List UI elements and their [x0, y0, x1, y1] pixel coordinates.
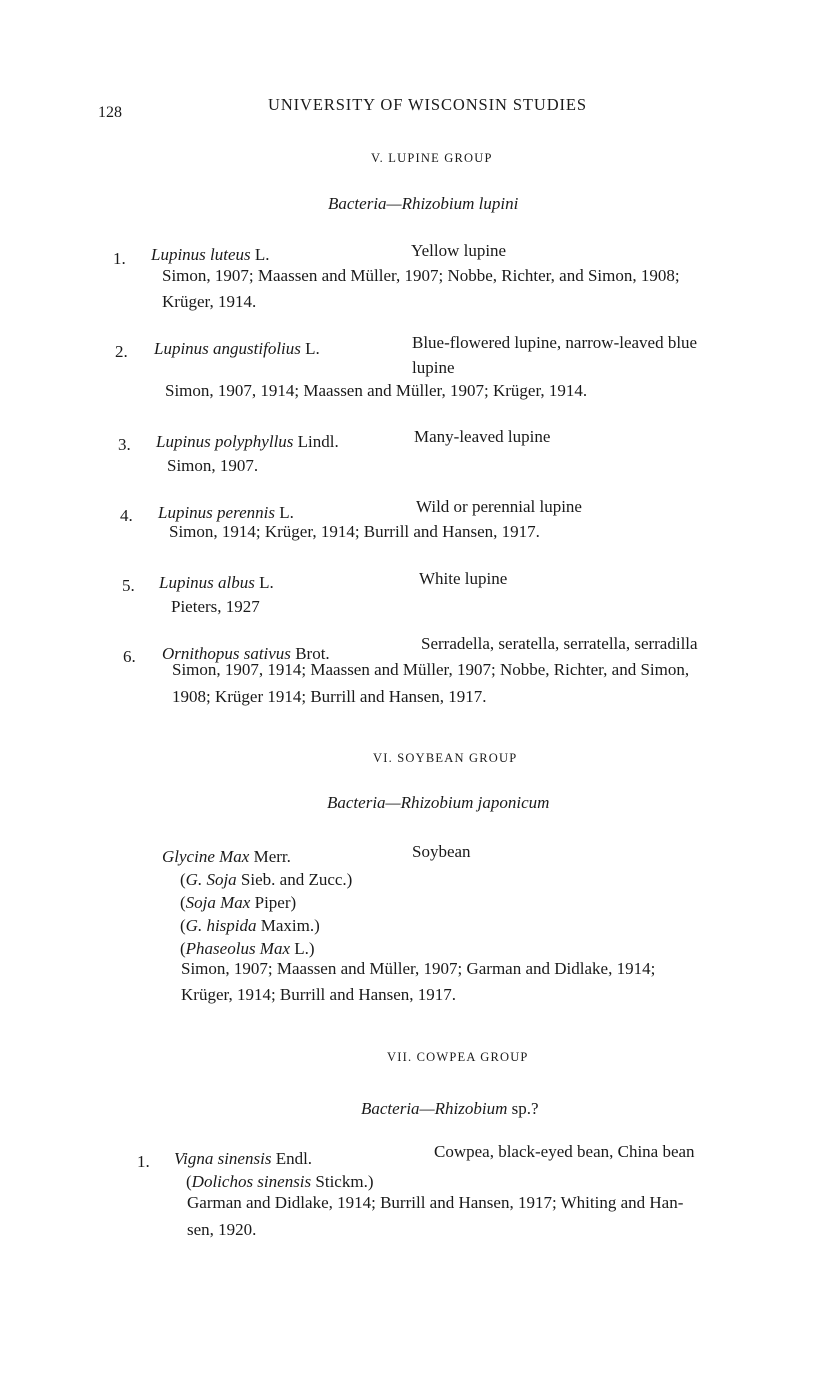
- common-name: White lupine: [419, 569, 508, 588]
- citation-line: Simon, 1907, 1914; Maassen and Müller, 1907; Nobbe, Richter, and Simon,: [172, 660, 690, 679]
- citation-line: Simon, 1907, 1914; Maassen and Müller, 1907; Krüger, 1914.: [165, 381, 588, 400]
- entry-number: 3.: [118, 435, 131, 454]
- lupine-group-heading: V. LUPINE GROUP: [371, 151, 493, 165]
- species-name: [154, 339, 320, 359]
- synonym-author: Sieb. and Zucc.): [240, 870, 353, 889]
- synonym-author: Stickm.): [315, 1172, 374, 1191]
- species-name: [156, 432, 339, 452]
- common-name: Soybean: [412, 842, 471, 861]
- entry-number: 1.: [137, 1152, 150, 1171]
- species-author: L.: [259, 573, 274, 592]
- species-genus: Lupinus angustifolius: [154, 339, 301, 358]
- common-name: Yellow lupine: [411, 241, 507, 260]
- species-author: Merr.: [253, 847, 291, 866]
- common-name-continued: lupine: [412, 358, 455, 377]
- entry-number: 2.: [115, 342, 128, 361]
- cowpea-bacteria-line: Bacteria—Rhizobium sp.?: [361, 1099, 539, 1118]
- synonym-author: Piper): [254, 893, 297, 912]
- synonym-name: G. hispida: [185, 916, 257, 935]
- cowpea-group-heading: VII. COWPEA GROUP: [387, 1050, 529, 1064]
- bacteria-name: Rhizobium japonicum: [400, 793, 550, 812]
- citation-line: Simon, 1907; Maassen and Müller, 1907; Garman and Didlake, 1914;: [181, 959, 656, 978]
- citation-line: Pieters, 1927: [171, 597, 260, 616]
- synonym-line: (G. hispida Maxim.): [180, 916, 320, 935]
- page-number: 128: [98, 104, 122, 121]
- common-name: Blue-flowered lupine, narrow-leaved blue: [412, 333, 698, 352]
- bacteria-name: Rhizobium: [434, 1099, 508, 1118]
- soybean-bacteria-line: Bacteria—Rhizobium japonicum: [327, 793, 550, 812]
- bacteria-name: Rhizobium lupini: [401, 194, 519, 213]
- species-author: Lindl.: [297, 432, 339, 451]
- synonym-line: (Dolichos sinensis Stickm.): [186, 1172, 374, 1191]
- citation-line: Simon, 1914; Krüger, 1914; Burrill and Hansen, 1917.: [169, 522, 540, 541]
- entry-number: 5.: [122, 576, 135, 595]
- citation-line: 1908; Krüger 1914; Burrill and Hansen, 1917.: [172, 687, 487, 706]
- synonym-name: G. Soja: [185, 870, 237, 889]
- synonym-line: (G. Soja Sieb. and Zucc.): [180, 870, 353, 889]
- citation-line: Krüger, 1914; Burrill and Hansen, 1917.: [181, 985, 457, 1004]
- synonym-name: Phaseolus Max: [185, 939, 291, 958]
- bacteria-label: Bacteria: [361, 1099, 420, 1118]
- species-name: [158, 503, 294, 523]
- lupine-bacteria-line: Bacteria—Rhizobium lupini: [328, 194, 519, 213]
- species-author: Endl.: [275, 1149, 313, 1168]
- entry-number: 1.: [113, 249, 126, 268]
- species-genus: Vigna sinensis: [174, 1149, 272, 1168]
- species-genus: Lupinus polyphyllus: [156, 432, 294, 451]
- running-head: UNIVERSITY OF WISCONSIN STUDIES: [268, 95, 587, 114]
- common-name: Many-leaved lupine: [414, 427, 551, 446]
- bacteria-suffix: sp.?: [511, 1099, 539, 1118]
- citation-line: Simon, 1907; Maassen and Müller, 1907; Nobbe, Richter, and Simon, 1908;: [162, 266, 680, 285]
- entry-number: 4.: [120, 506, 133, 525]
- bacteria-label: Bacteria: [328, 194, 387, 213]
- species-name: [159, 573, 274, 593]
- species-author: L.: [254, 245, 270, 264]
- species-genus: Ornithopus sativus: [162, 644, 291, 663]
- synonym-name: Soja Max: [185, 893, 251, 912]
- species-author: L.: [279, 503, 294, 522]
- species-genus: Glycine Max: [162, 847, 250, 866]
- species-genus: Lupinus perennis: [158, 503, 275, 522]
- common-name: Serradella, seratella, serratella, serradilla: [421, 634, 698, 653]
- common-name: Cowpea, black-eyed bean, China bean: [434, 1142, 695, 1161]
- species-genus: Lupinus luteus: [151, 245, 251, 264]
- citation-line: Garman and Didlake, 1914; Burrill and Hansen, 1917; Whiting and Han-: [187, 1193, 684, 1212]
- species-genus: Lupinus albus: [159, 573, 255, 592]
- citation-line: sen, 1920.: [187, 1220, 257, 1239]
- species-name: [151, 245, 270, 265]
- entry-number: 6.: [123, 647, 136, 666]
- soybean-group-heading: VI. SOYBEAN GROUP: [373, 751, 518, 765]
- species-name: [174, 1149, 312, 1169]
- citation-line: Krüger, 1914.: [162, 292, 257, 311]
- species-author: Brot.: [295, 644, 330, 663]
- bacteria-label: Bacteria: [327, 793, 386, 812]
- common-name: Wild or perennial lupine: [416, 497, 582, 516]
- synonym-line: (Soja Max Piper): [180, 893, 297, 912]
- synonym-author: L.): [294, 939, 315, 958]
- species-name: [162, 847, 291, 867]
- synonym-author: Maxim.): [260, 916, 320, 935]
- synonym-line: (Phaseolus Max L.): [180, 939, 315, 958]
- citation-line: Simon, 1907.: [167, 456, 259, 475]
- species-author: L.: [305, 339, 320, 358]
- synonym-name: Dolichos sinensis: [191, 1172, 312, 1191]
